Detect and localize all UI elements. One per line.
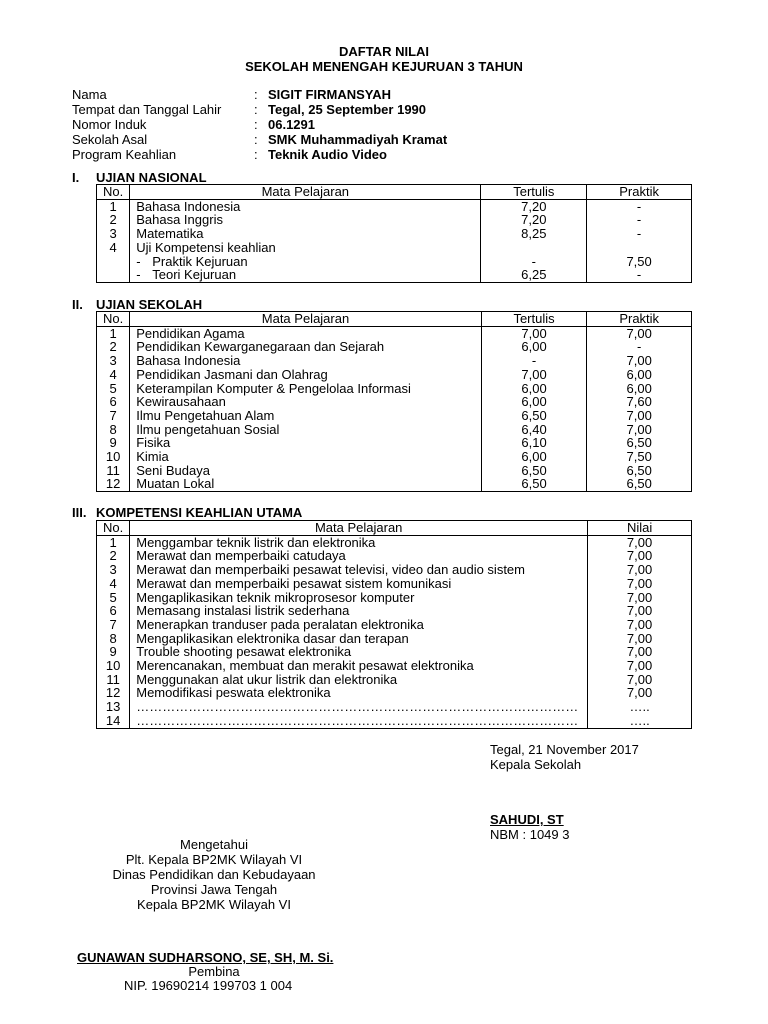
score-tertulis: 6,40 — [481, 423, 587, 437]
score-nilai: 7,00 — [588, 632, 692, 646]
column-header: No. — [97, 312, 130, 327]
school-exam-table — [96, 311, 692, 492]
subject-cell — [130, 340, 482, 354]
row-number — [97, 255, 130, 269]
score-tertulis: 6,50 — [481, 477, 587, 491]
table-row — [97, 436, 692, 450]
table-row — [97, 227, 692, 241]
table-row — [97, 255, 692, 269]
table-row — [97, 464, 692, 478]
acknowledgement-block — [40, 837, 388, 912]
column-header: No. — [97, 521, 130, 536]
table-row — [97, 535, 692, 549]
subject-cell — [130, 535, 588, 549]
score-tertulis: 7,20 — [481, 213, 587, 227]
subject-name: Uji Kompetensi keahlian — [136, 239, 276, 255]
subject-name: Merencanakan, membuat dan merakit pesawat elektronika — [136, 658, 474, 674]
subject-name: Memodifikasi peswata elektronika — [136, 685, 331, 701]
score-praktik: 7,00 — [587, 423, 692, 437]
column-header: Tertulis — [481, 312, 587, 327]
subject-cell — [130, 213, 481, 227]
row-number: 3 — [97, 227, 130, 241]
row-number: 7 — [97, 618, 130, 632]
row-number: 6 — [97, 604, 130, 618]
subject-cell — [130, 255, 481, 269]
identity-row-program: Program Keahlian : Teknik Audio Video — [72, 147, 387, 162]
subject-cell — [130, 549, 588, 563]
section-heading-school-exam: II. UJIAN SEKOLAH — [72, 297, 203, 312]
score-praktik: 7,50 — [587, 255, 692, 269]
identity-label: Program Keahlian — [72, 147, 177, 162]
score-tertulis: 6,00 — [481, 395, 587, 409]
table-row — [97, 368, 692, 382]
row-number — [97, 268, 130, 282]
identity-label: Nomor Induk — [72, 117, 147, 132]
subject-cell — [130, 645, 588, 659]
subject-cell — [130, 199, 481, 213]
subject-cell — [130, 409, 482, 423]
subject-cell — [130, 673, 588, 687]
competency-table — [96, 520, 692, 729]
row-number: 7 — [97, 409, 130, 423]
table-header-row — [97, 312, 692, 327]
acknowledgement-line: Plt. Kepala BP2MK Wilayah VI — [125, 852, 303, 867]
subject-cell — [130, 354, 482, 368]
acknowledgement-line: Dinas Pendidikan dan Kebudayaan — [112, 867, 316, 882]
row-number: 2 — [97, 213, 130, 227]
subject-name: Ilmu pengetahuan Sosial — [136, 421, 280, 437]
row-number: 6 — [97, 395, 130, 409]
table-row — [97, 241, 692, 255]
row-number: 9 — [97, 436, 130, 450]
subject-name: Pendidikan Jasmani dan Olahrag — [136, 366, 328, 382]
table-row — [97, 632, 692, 646]
identity-value: SIGIT FIRMANSYAH — [268, 87, 392, 102]
subject-cell — [130, 450, 482, 464]
subject-name: Mengaplikasikan elektronika dasar dan terapan — [136, 630, 409, 646]
score-praktik — [587, 241, 692, 255]
subject-cell — [130, 326, 482, 340]
subject-name: Merawat dan memperbaiki pesawat sistem komunikasi — [136, 575, 452, 591]
row-number: 1 — [97, 326, 130, 340]
subject-name: Pendidikan Agama — [136, 325, 245, 341]
column-header: Mata Pelajaran — [130, 521, 588, 536]
score-tertulis: 6,10 — [481, 436, 587, 450]
subject-name: Pendidikan Kewarganegaraan dan Sejarah — [136, 339, 385, 355]
score-praktik: 6,50 — [587, 477, 692, 491]
subject-name: Memasang instalasi listrik sederhana — [136, 603, 350, 619]
score-praktik: - — [587, 227, 692, 241]
column-header: No. — [97, 185, 130, 200]
score-tertulis: 7,00 — [481, 326, 587, 340]
subject-name: Menggunakan alat ukur listrik dan elektronika — [136, 671, 398, 687]
student-identity — [72, 87, 447, 162]
score-nilai: 7,00 — [588, 673, 692, 687]
row-number: 5 — [97, 382, 130, 396]
row-number: 12 — [97, 686, 130, 700]
table-row — [97, 618, 692, 632]
subject-name: Muatan Lokal — [136, 476, 215, 492]
subject-cell — [130, 436, 482, 450]
subject-name: Matematika — [136, 226, 204, 242]
acknowledgement-line: Provinsi Jawa Tengah — [150, 882, 278, 897]
sub-item-dash: - — [136, 267, 141, 283]
subject-cell — [130, 395, 482, 409]
subject-cell — [130, 618, 588, 632]
column-header: Praktik — [587, 185, 692, 200]
row-number: 2 — [97, 549, 130, 563]
column-header: Tertulis — [481, 185, 587, 200]
subject-cell — [130, 577, 588, 591]
row-number: 4 — [97, 577, 130, 591]
table-row — [97, 199, 692, 213]
subject-cell — [130, 268, 481, 282]
table-row — [97, 340, 692, 354]
row-number: 10 — [97, 659, 130, 673]
official-nip: NIP. 19690214 199703 1 004 — [124, 978, 293, 993]
subject-name: Menggambar teknik listrik dan elektronika — [136, 534, 376, 550]
table-row — [97, 645, 692, 659]
subject-name: Bahasa Indonesia — [136, 353, 241, 369]
subject-cell — [130, 686, 588, 700]
score-nilai: 7,00 — [588, 618, 692, 632]
score-nilai: 7,00 — [588, 563, 692, 577]
subject-cell — [130, 382, 482, 396]
table-row — [97, 326, 692, 340]
principal-nbm: NBM : 1049 3 — [490, 827, 570, 842]
score-nilai: 7,00 — [588, 604, 692, 618]
subject-name: Praktik Kejuruan — [152, 253, 248, 269]
subject-name: Merawat dan memperbaiki pesawat televisi, video dan audio sistem — [136, 562, 525, 578]
subject-name: Bahasa Inggris — [136, 212, 223, 228]
table-row — [97, 477, 692, 491]
table-row — [97, 213, 692, 227]
row-number: 12 — [97, 477, 130, 491]
score-nilai: 7,00 — [588, 535, 692, 549]
row-number: 14 — [97, 714, 130, 728]
table-row — [97, 563, 692, 577]
subject-cell — [130, 227, 481, 241]
score-nilai: 7,00 — [588, 577, 692, 591]
official-name: GUNAWAN SUDHARSONO, SE, SH, M. Si. — [77, 950, 334, 965]
national-exam-table — [96, 184, 692, 283]
table-row — [97, 659, 692, 673]
subject-cell — [130, 659, 588, 673]
principal-name: SAHUDI, ST — [490, 812, 564, 827]
row-number: 11 — [97, 673, 130, 687]
subject-name: Fisika — [136, 435, 171, 451]
subject-cell — [130, 632, 588, 646]
subject-name: Kimia — [136, 449, 169, 465]
row-number: 11 — [97, 464, 130, 478]
row-number: 4 — [97, 241, 130, 255]
score-tertulis: 6,00 — [481, 340, 587, 354]
score-praktik: - — [587, 268, 692, 282]
row-number: 3 — [97, 354, 130, 368]
score-tertulis: 6,50 — [481, 464, 587, 478]
score-tertulis — [481, 241, 587, 255]
score-tertulis: 6,50 — [481, 409, 587, 423]
subject-name: ………………………………………………………………………………………… — [136, 699, 579, 715]
score-praktik: - — [587, 199, 692, 213]
score-praktik: 7,60 — [587, 395, 692, 409]
table-header-row — [97, 185, 692, 200]
score-tertulis: 6,00 — [481, 450, 587, 464]
subject-name: Seni Budaya — [136, 462, 210, 478]
table-row — [97, 354, 692, 368]
identity-value: Teknik Audio Video — [268, 147, 387, 162]
table-row — [97, 450, 692, 464]
score-praktik: 6,00 — [587, 368, 692, 382]
section-heading-competency: III. KOMPETENSI KEAHLIAN UTAMA — [72, 505, 303, 520]
subject-cell — [130, 464, 482, 478]
table-row — [97, 423, 692, 437]
table-row — [97, 268, 692, 282]
row-number: 8 — [97, 423, 130, 437]
score-tertulis: 6,25 — [481, 268, 587, 282]
table-row — [97, 700, 692, 714]
row-number: 5 — [97, 591, 130, 605]
score-praktik: 7,00 — [587, 354, 692, 368]
score-nilai: 7,00 — [588, 659, 692, 673]
score-tertulis: 6,00 — [481, 382, 587, 396]
score-nilai: 7,00 — [588, 645, 692, 659]
table-row — [97, 395, 692, 409]
row-number: 8 — [97, 632, 130, 646]
document-title: DAFTAR NILAI — [338, 44, 430, 59]
subject-cell — [130, 563, 588, 577]
subject-cell — [130, 714, 588, 728]
subject-name: Bahasa Indonesia — [136, 198, 241, 214]
score-nilai: 7,00 — [588, 686, 692, 700]
subject-cell — [130, 241, 481, 255]
subject-cell — [130, 423, 482, 437]
subject-name: Trouble shooting pesawat elektronika — [136, 644, 352, 660]
row-number: 2 — [97, 340, 130, 354]
score-nilai: 7,00 — [588, 591, 692, 605]
table-row — [97, 409, 692, 423]
identity-label: Tempat dan Tanggal Lahir — [72, 102, 222, 117]
column-header: Nilai — [588, 521, 692, 536]
score-praktik: 6,50 — [587, 436, 692, 450]
identity-value: Tegal, 25 September 1990 — [268, 102, 427, 117]
row-number: 1 — [97, 199, 130, 213]
identity-label: Sekolah Asal — [72, 132, 148, 147]
subject-cell — [130, 700, 588, 714]
identity-label: Nama — [72, 87, 107, 102]
score-nilai: ….. — [588, 700, 692, 714]
row-number: 4 — [97, 368, 130, 382]
section-heading-national-exam: I. UJIAN NASIONAL — [72, 170, 207, 185]
score-praktik: 6,50 — [587, 464, 692, 478]
score-praktik: 7,00 — [587, 326, 692, 340]
score-tertulis: 8,25 — [481, 227, 587, 241]
identity-row-number: Nomor Induk : 06.1291 — [72, 117, 315, 132]
subject-cell — [130, 591, 588, 605]
score-tertulis: 7,20 — [481, 199, 587, 213]
row-number: 3 — [97, 563, 130, 577]
table-row — [97, 714, 692, 728]
table-row — [97, 604, 692, 618]
subject-name: Kewirausahaan — [136, 394, 226, 410]
subject-name: Merawat dan memperbaiki catudaya — [136, 548, 346, 564]
score-praktik: - — [587, 340, 692, 354]
row-number: 9 — [97, 645, 130, 659]
table-row — [97, 673, 692, 687]
document-subtitle: SEKOLAH MENENGAH KEJURUAN 3 TAHUN — [245, 59, 523, 74]
acknowledgement-line: Kepala BP2MK Wilayah VI — [137, 897, 291, 912]
sub-item-dash: - — [136, 253, 141, 269]
table-row — [97, 686, 692, 700]
score-praktik: 7,50 — [587, 450, 692, 464]
column-header: Mata Pelajaran — [130, 312, 482, 327]
column-header: Mata Pelajaran — [130, 185, 481, 200]
score-tertulis: - — [481, 354, 587, 368]
score-nilai: ….. — [588, 714, 692, 728]
table-row — [97, 549, 692, 563]
score-nilai: 7,00 — [588, 549, 692, 563]
subject-name: Menerapkan tranduser pada peralatan elektronika — [136, 616, 424, 632]
identity-value: 06.1291 — [268, 117, 315, 132]
subject-cell — [130, 368, 482, 382]
column-header: Praktik — [587, 312, 692, 327]
subject-name: Keterampilan Komputer & Pengelolaa Informasi — [136, 380, 411, 396]
signer-role: Kepala Sekolah — [490, 757, 582, 772]
identity-row-birth: Tempat dan Tanggal Lahir : Tegal, 25 September 1990 — [72, 102, 427, 117]
table-row — [97, 577, 692, 591]
score-praktik: 6,00 — [587, 382, 692, 396]
acknowledgement-line: Mengetahui — [180, 837, 248, 852]
subject-cell — [130, 477, 482, 491]
row-number: 1 — [97, 535, 130, 549]
table-row — [97, 591, 692, 605]
score-tertulis: 7,00 — [481, 368, 587, 382]
identity-row-school: Sekolah Asal : SMK Muhammadiyah Kramat — [72, 132, 448, 147]
subject-name: Mengaplikasikan teknik mikroprosesor komputer — [136, 589, 415, 605]
place-date: Tegal, 21 November 2017 — [490, 742, 639, 757]
identity-row-name: Nama : SIGIT FIRMANSYAH — [72, 87, 392, 102]
table-row — [97, 382, 692, 396]
table-header-row — [97, 521, 692, 536]
official-rank: Pembina — [188, 964, 240, 979]
subject-cell — [130, 604, 588, 618]
identity-value: SMK Muhammadiyah Kramat — [268, 132, 448, 147]
score-tertulis: - — [481, 255, 587, 269]
subject-name: Teori Kejuruan — [152, 267, 237, 283]
subject-name: ………………………………………………………………………………………… — [136, 712, 579, 728]
score-praktik: - — [587, 213, 692, 227]
row-number: 10 — [97, 450, 130, 464]
score-praktik: 7,00 — [587, 409, 692, 423]
subject-name: Ilmu Pengetahuan Alam — [136, 407, 275, 423]
row-number: 13 — [97, 700, 130, 714]
